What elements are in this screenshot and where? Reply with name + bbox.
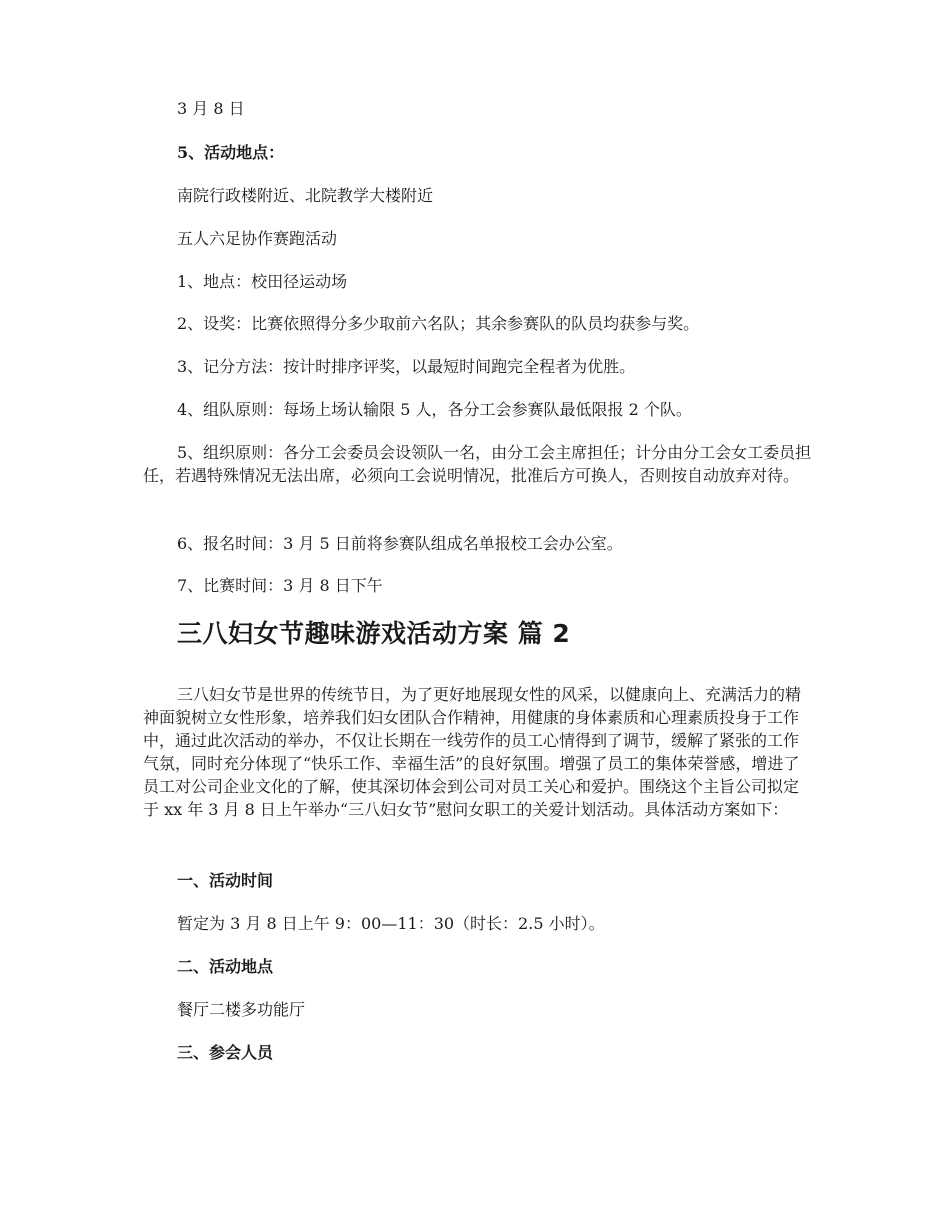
activity-time-heading: 一、活动时间 (177, 871, 274, 890)
activity-place-text: 餐厅二楼多功能厅 (177, 1000, 306, 1019)
activity-place-heading: 二、活动地点 (177, 957, 274, 976)
location-text: 南院行政楼附近、北院教学大楼附近 (177, 186, 434, 205)
section-2-title: 三八妇女节趣味游戏活动方案 篇 2 (177, 619, 571, 648)
date-line: 3 月 8 日 (177, 99, 245, 118)
race-item-time: 7、比赛时间：3 月 8 日下午 (177, 576, 383, 595)
race-item-scoring: 3、记分方法：按计时排序评奖，以最短时间跑完全程者为优胜。 (177, 357, 636, 376)
race-item-team-rules: 4、组队原则：每场上场认输限 5 人，各分工会参赛队最低限报 2 个队。 (177, 400, 692, 419)
race-item-registration: 6、报名时间：3 月 5 日前将参赛队组成名单报校工会办公室。 (177, 534, 623, 553)
attendees-heading: 三、参会人员 (177, 1043, 274, 1062)
race-item-organization: 5、组织原则：各分工会委员会设领队一名，由分工会主席担任；计分由分工会女工委员担任，若遇特殊情况无法出席，必须向工会说明情况，批准后方可换人，否则按自动放弃对待。 (143, 443, 812, 485)
activity-time-text: 暂定为 3 月 8 日上午 9：00—11：30（时长：2.5 小时）。 (177, 914, 605, 933)
race-item-awards: 2、设奖：比赛依照得分多少取前六名队；其余参赛队的队员均获参与奖。 (177, 314, 700, 333)
section-2-intro: 三八妇女节是世界的传统节日，为了更好地展现女性的风采，以健康向上、充满活力的精神面貌树立女性形象，培养我们妇女团队合作精神，用健康的身体素质和心理素质投身于工作中，通过此次活动的举办，不仅让长期在一线劳作的员工心情得到了调节，缓解了紧张的工作气氛，同时充分体现了“快乐工作、幸福生活”的良好氛围。增强了员工的集体荣誉感，增进了员工对公司企业文化的了解，使其深切体会到公司对员工关心和爱护。围绕这个主旨公司拟定于 xx 年 3 月 8 日上午举办“三八妇女节”慰问女职工的关爱计划活动。具体活动方案如下： (143, 685, 802, 819)
race-title: 五人六足协作赛跑活动 (177, 229, 338, 248)
location-heading: 5、活动地点： (177, 143, 285, 162)
race-item-venue: 1、地点：校田径运动场 (177, 272, 348, 291)
